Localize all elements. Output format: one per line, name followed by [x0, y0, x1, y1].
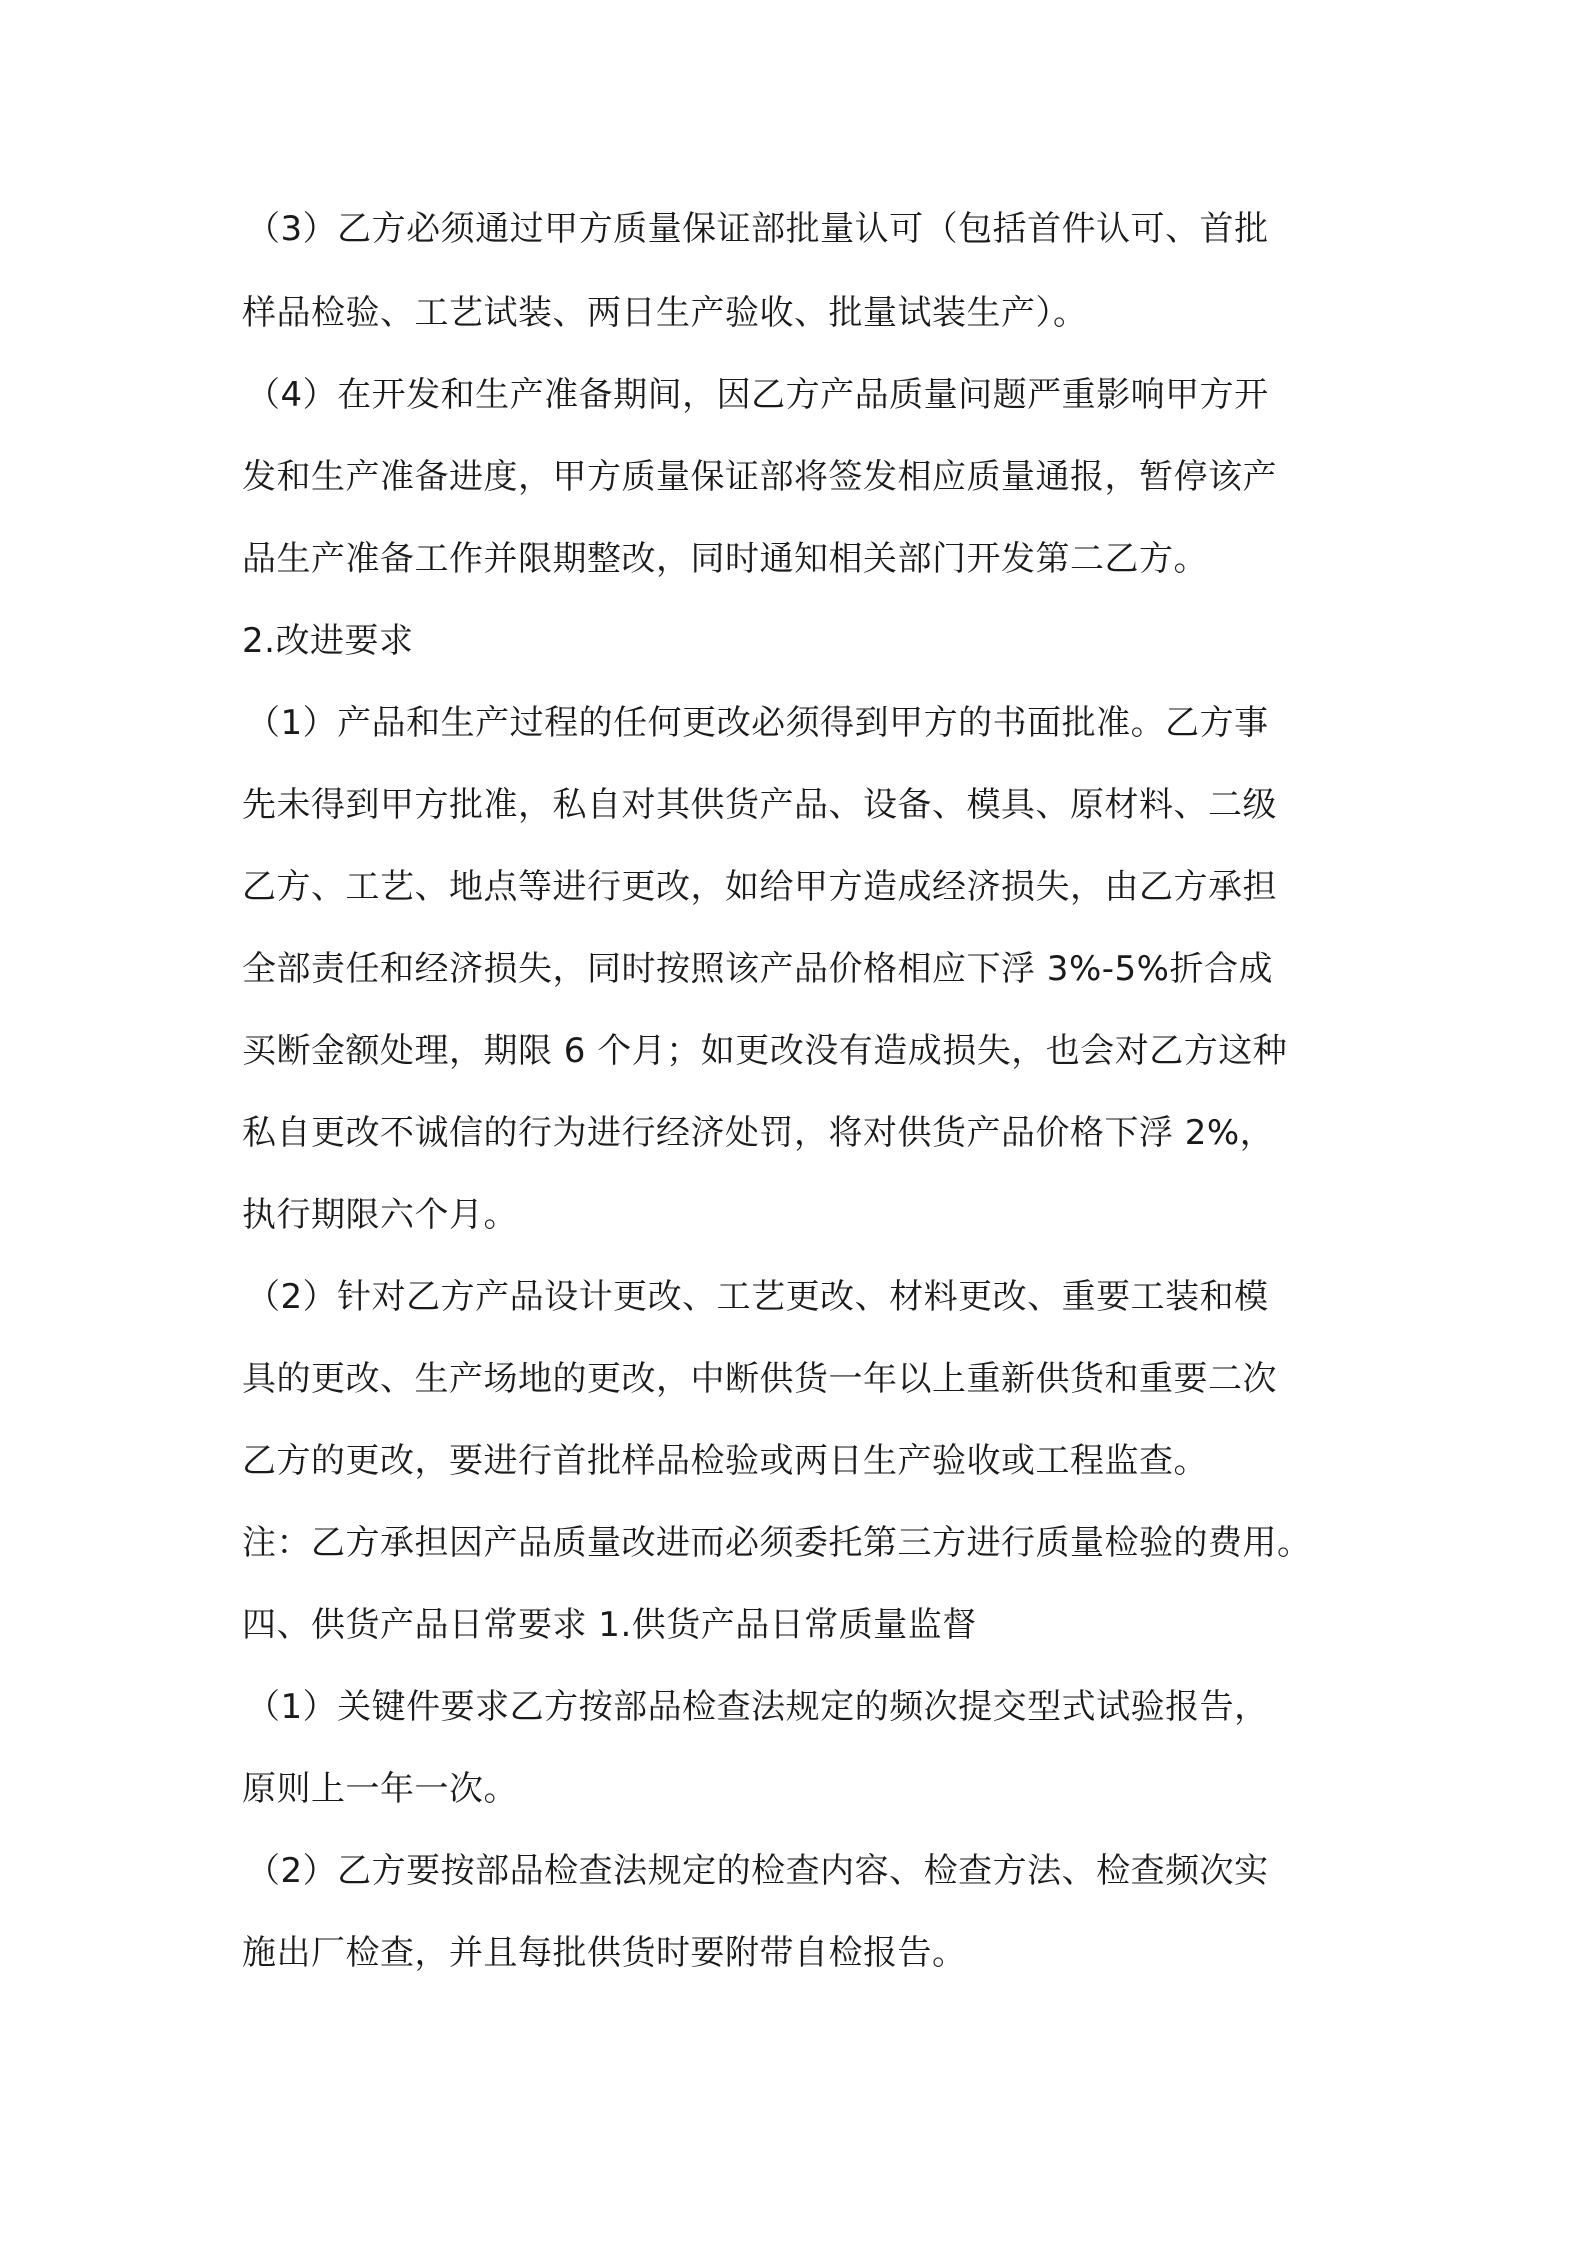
- paragraph-4-line-2: 发和生产准备进度，甲方质量保证部将签发相应质量通报，暂停该产: [242, 457, 1277, 497]
- improvement-2-line-2: 具的更改、生产场地的更改，中断供货一年以上重新供货和重要二次: [242, 1359, 1277, 1399]
- section-heading-daily-requirements: 四、供货产品日常要求 1.供货产品日常质量监督: [242, 1605, 977, 1645]
- paragraph-4-line-3: 品生产准备工作并限期整改，同时通知相关部门开发第二乙方。: [242, 539, 1208, 579]
- improvement-2-line-3: 乙方的更改，要进行首批样品检验或两日生产验收或工程监查。: [242, 1441, 1208, 1481]
- improvement-1-line-1: （1）产品和生产过程的任何更改必须得到甲方的书面批准。乙方事: [246, 703, 1269, 743]
- daily-1-line-1: （1）关键件要求乙方按部品检查法规定的频次提交型式试验报告，: [246, 1687, 1269, 1727]
- improvement-1-line-3: 乙方、工艺、地点等进行更改，如给甲方造成经济损失，由乙方承担: [242, 867, 1277, 907]
- paragraph-3-line-2: 样品检验、工艺试装、两日生产验收、批量试装生产）。: [242, 293, 1088, 333]
- paragraph-3-line-1: （3）乙方必须通过甲方质量保证部批量认可（包括首件认可、首批: [246, 209, 1269, 249]
- daily-1-line-2: 原则上一年一次。: [242, 1769, 518, 1809]
- daily-2-line-2: 施出厂检查，并且每批供货时要附带自检报告。: [242, 1933, 967, 1973]
- improvement-1-line-4: 全部责任和经济损失，同时按照该产品价格相应下浮 3%-5%折合成: [242, 949, 1273, 989]
- improvement-1-line-2: 先未得到甲方批准，私自对其供货产品、设备、模具、原材料、二级: [242, 785, 1277, 825]
- improvement-1-line-6: 私自更改不诚信的行为进行经济处罚，将对供货产品价格下浮 2%，: [242, 1113, 1275, 1153]
- improvement-1-line-7: 执行期限六个月。: [242, 1195, 518, 1235]
- note-line: 注：乙方承担因产品质量改进而必须委托第三方进行质量检验的费用。: [242, 1523, 1312, 1563]
- improvement-1-line-5: 买断金额处理，期限 6 个月；如更改没有造成损失，也会对乙方这种: [242, 1031, 1288, 1071]
- paragraph-4-line-1: （4）在开发和生产准备期间，因乙方产品质量问题严重影响甲方开: [246, 375, 1269, 415]
- daily-2-line-1: （2）乙方要按部品检查法规定的检查内容、检查方法、检查频次实: [246, 1851, 1269, 1891]
- section-heading-improvement: 2.改进要求: [242, 621, 414, 661]
- improvement-2-line-1: （2）针对乙方产品设计更改、工艺更改、材料更改、重要工装和模: [246, 1277, 1269, 1317]
